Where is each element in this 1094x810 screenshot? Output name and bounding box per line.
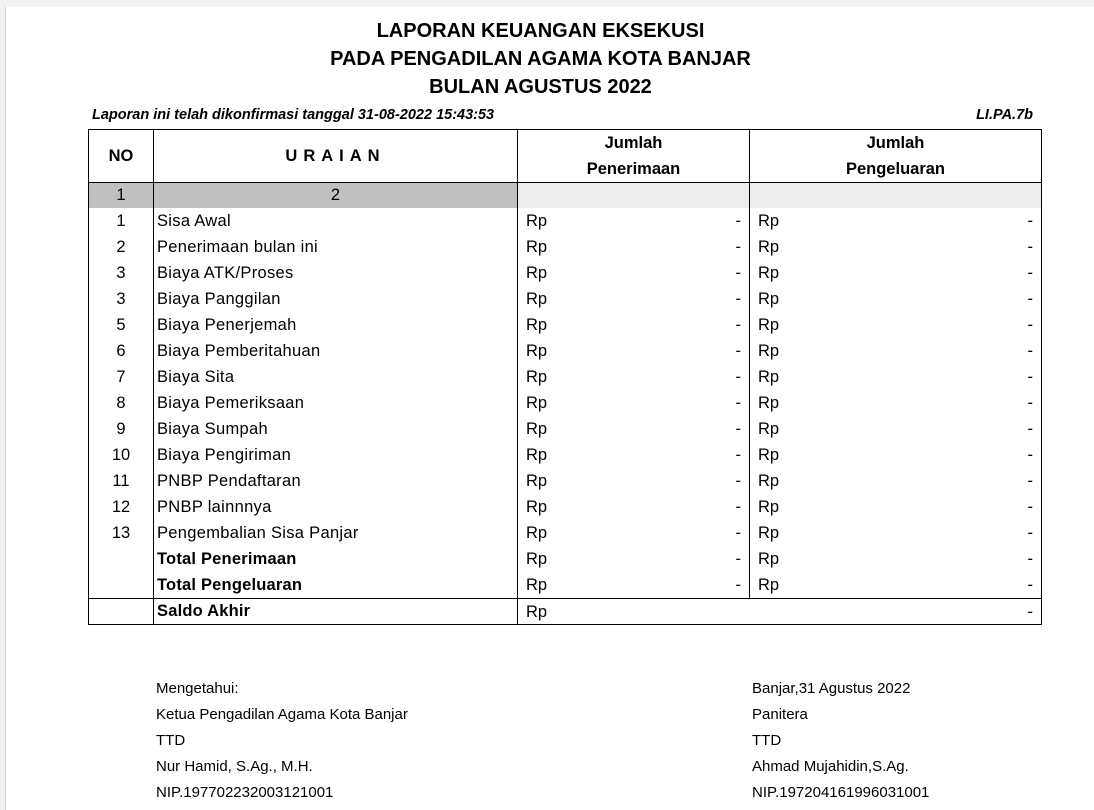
amount-value: - [1027, 342, 1033, 360]
penerimaan-cell [518, 286, 750, 312]
currency-label: Rp [758, 342, 780, 360]
saldo-row [89, 599, 1042, 625]
currency-label: Rp [526, 290, 548, 308]
pengeluaran-cell [750, 364, 1042, 390]
currency-label: Rp [526, 420, 548, 438]
currency-label: Rp [526, 316, 548, 334]
row-label: Biaya ATK/Proses [154, 260, 518, 286]
currency-label: Rp [526, 524, 548, 542]
form-code: LI.PA.7b [976, 107, 1033, 123]
currency-label: Rp [526, 368, 548, 386]
amount-value: - [1027, 498, 1033, 516]
table-row [89, 286, 1042, 312]
row-number: 3 [89, 260, 154, 286]
currency-label: Rp [758, 212, 780, 230]
amount-value: - [1027, 316, 1033, 334]
table-row [89, 312, 1042, 338]
penerimaan-cell [518, 442, 750, 468]
amount-value: - [735, 212, 741, 230]
sig-right-line3: TTD [752, 732, 782, 749]
row-number: 9 [89, 416, 154, 442]
total-row [89, 546, 1042, 572]
penerimaan-cell [518, 520, 750, 546]
table-header-row [89, 130, 1042, 183]
row-number: 13 [89, 520, 154, 546]
row-number: 11 [89, 468, 154, 494]
row-number [89, 546, 154, 572]
amount-value: - [735, 420, 741, 438]
row-label: Biaya Sita [154, 364, 518, 390]
report-title-line2: PADA PENGADILAN AGAMA KOTA BANJAR [330, 48, 751, 70]
row-number: 2 [89, 234, 154, 260]
pengeluaran-cell [750, 442, 1042, 468]
amount-value: - [735, 472, 741, 490]
total-label: Total Pengeluaran [154, 572, 518, 599]
total-label: Total Penerimaan [154, 546, 518, 572]
pengeluaran-cell [750, 234, 1042, 260]
pengeluaran-cell [750, 416, 1042, 442]
amount-value: - [735, 238, 741, 256]
table-row [89, 338, 1042, 364]
amount-value: - [1027, 264, 1033, 282]
penerimaan-cell [518, 468, 750, 494]
currency-label: Rp [758, 498, 780, 516]
table-row [89, 442, 1042, 468]
table-row [89, 494, 1042, 520]
amount-value: - [1027, 576, 1033, 594]
report-sheet [5, 7, 1094, 810]
amount-value: - [735, 550, 741, 568]
table-row [89, 468, 1042, 494]
index-col-1: 1 [89, 183, 154, 209]
penerimaan-cell [518, 312, 750, 338]
amount-value: - [1027, 446, 1033, 464]
sig-left-line1: Mengetahui: [156, 680, 239, 697]
table-row [89, 390, 1042, 416]
amount-value: - [1027, 420, 1033, 438]
currency-label: Rp [526, 550, 548, 568]
amount-value: - [1027, 524, 1033, 542]
header-penerimaan [518, 130, 750, 183]
amount-value: - [1027, 603, 1033, 621]
amount-value: - [735, 368, 741, 386]
row-label: PNBP Pendaftaran [154, 468, 518, 494]
penerimaan-cell [518, 338, 750, 364]
currency-label: Rp [526, 576, 548, 594]
row-label: Biaya Pemberitahuan [154, 338, 518, 364]
amount-value: - [735, 446, 741, 464]
total-row [89, 572, 1042, 599]
sig-right-line1: Banjar,31 Agustus 2022 [752, 680, 911, 697]
penerimaan-cell [518, 546, 750, 572]
row-number [89, 572, 154, 599]
amount-value: - [735, 498, 741, 516]
penerimaan-cell [518, 260, 750, 286]
saldo-amount [518, 599, 1042, 625]
pengeluaran-cell [750, 286, 1042, 312]
penerimaan-cell [518, 234, 750, 260]
currency-label: Rp [758, 472, 780, 490]
pengeluaran-cell [750, 390, 1042, 416]
sig-left-line2: Ketua Pengadilan Agama Kota Banjar [156, 706, 408, 723]
header-uraian: URAIAN [154, 130, 518, 183]
amount-value: - [735, 576, 741, 594]
sig-right-name: Ahmad Mujahidin,S.Ag. [752, 758, 909, 775]
table-row [89, 208, 1042, 234]
row-label: Biaya Pengiriman [154, 442, 518, 468]
amount-value: - [1027, 238, 1033, 256]
pengeluaran-cell [750, 494, 1042, 520]
amount-value: - [735, 290, 741, 308]
header-no: NO [89, 130, 154, 183]
row-label: Penerimaan bulan ini [154, 234, 518, 260]
pengeluaran-cell [750, 312, 1042, 338]
sig-right-line2: Panitera [752, 706, 808, 723]
table-row [89, 260, 1042, 286]
table-row [89, 416, 1042, 442]
row-number: 5 [89, 312, 154, 338]
header-pengeluaran-line2: Pengeluaran [845, 160, 946, 178]
table-row [89, 364, 1042, 390]
header-penerimaan-line1: Jumlah [604, 134, 663, 152]
currency-label: Rp [526, 264, 548, 282]
table-row [89, 520, 1042, 546]
sig-right-nip: NIP.197204161996031001 [752, 784, 930, 801]
amount-value: - [1027, 550, 1033, 568]
currency-label: Rp [526, 394, 548, 412]
report-title-line3: BULAN AGUSTUS 2022 [429, 76, 652, 98]
penerimaan-cell [518, 208, 750, 234]
signature-right [752, 676, 929, 806]
amount-value: - [1027, 290, 1033, 308]
amount-value: - [1027, 472, 1033, 490]
currency-label: Rp [758, 264, 780, 282]
currency-label: Rp [526, 603, 548, 621]
header-pengeluaran [750, 130, 1042, 183]
amount-value: - [735, 524, 741, 542]
saldo-label: Saldo Akhir [154, 599, 518, 625]
penerimaan-cell [518, 416, 750, 442]
saldo-no [89, 599, 154, 625]
pengeluaran-cell [750, 208, 1042, 234]
row-label: Biaya Penerjemah [154, 312, 518, 338]
header-pengeluaran-line1: Jumlah [866, 134, 925, 152]
currency-label: Rp [758, 576, 780, 594]
index-col-2: 2 [154, 183, 518, 209]
currency-label: Rp [758, 290, 780, 308]
row-number: 1 [89, 208, 154, 234]
currency-label: Rp [758, 238, 780, 256]
amount-value: - [735, 264, 741, 282]
penerimaan-cell [518, 390, 750, 416]
row-label: Biaya Panggilan [154, 286, 518, 312]
currency-label: Rp [758, 550, 780, 568]
finance-table [88, 129, 1042, 625]
row-number: 12 [89, 494, 154, 520]
row-number: 6 [89, 338, 154, 364]
amount-value: - [1027, 394, 1033, 412]
pengeluaran-cell [750, 338, 1042, 364]
pengeluaran-cell [750, 260, 1042, 286]
index-col-3 [518, 183, 750, 209]
row-label: Pengembalian Sisa Panjar [154, 520, 518, 546]
pengeluaran-cell [750, 572, 1042, 599]
row-label: Sisa Awal [154, 208, 518, 234]
row-number: 7 [89, 364, 154, 390]
currency-label: Rp [758, 368, 780, 386]
pengeluaran-cell [750, 546, 1042, 572]
currency-label: Rp [526, 212, 548, 230]
currency-label: Rp [526, 498, 548, 516]
row-label: PNBP lainnnya [154, 494, 518, 520]
confirmation-note: Laporan ini telah dikonfirmasi tanggal 31-08-2022 15:43:53 [92, 107, 495, 123]
pengeluaran-cell [750, 520, 1042, 546]
currency-label: Rp [758, 316, 780, 334]
pengeluaran-cell [750, 468, 1042, 494]
row-number: 10 [89, 442, 154, 468]
row-number: 8 [89, 390, 154, 416]
row-label: Biaya Sumpah [154, 416, 518, 442]
sig-left-line3: TTD [156, 732, 186, 749]
row-number: 3 [89, 286, 154, 312]
sig-left-name: Nur Hamid, S.Ag., M.H. [156, 758, 313, 775]
row-label: Biaya Pemeriksaan [154, 390, 518, 416]
penerimaan-cell [518, 572, 750, 599]
currency-label: Rp [758, 446, 780, 464]
index-col-4 [750, 183, 1042, 209]
column-index-row [89, 183, 1042, 209]
penerimaan-cell [518, 364, 750, 390]
amount-value: - [1027, 368, 1033, 386]
amount-value: - [1027, 212, 1033, 230]
table-row [89, 234, 1042, 260]
header-penerimaan-line2: Penerimaan [586, 160, 681, 178]
currency-label: Rp [526, 342, 548, 360]
sig-left-nip: NIP.197702232003121001 [156, 784, 334, 801]
currency-label: Rp [758, 420, 780, 438]
signature-left [156, 676, 408, 806]
amount-value: - [735, 316, 741, 334]
currency-label: Rp [758, 394, 780, 412]
currency-label: Rp [526, 446, 548, 464]
amount-value: - [735, 394, 741, 412]
currency-label: Rp [526, 238, 548, 256]
penerimaan-cell [518, 494, 750, 520]
report-title-line1: LAPORAN KEUANGAN EKSEKUSI [376, 20, 705, 42]
amount-value: - [735, 342, 741, 360]
currency-label: Rp [526, 472, 548, 490]
currency-label: Rp [758, 524, 780, 542]
